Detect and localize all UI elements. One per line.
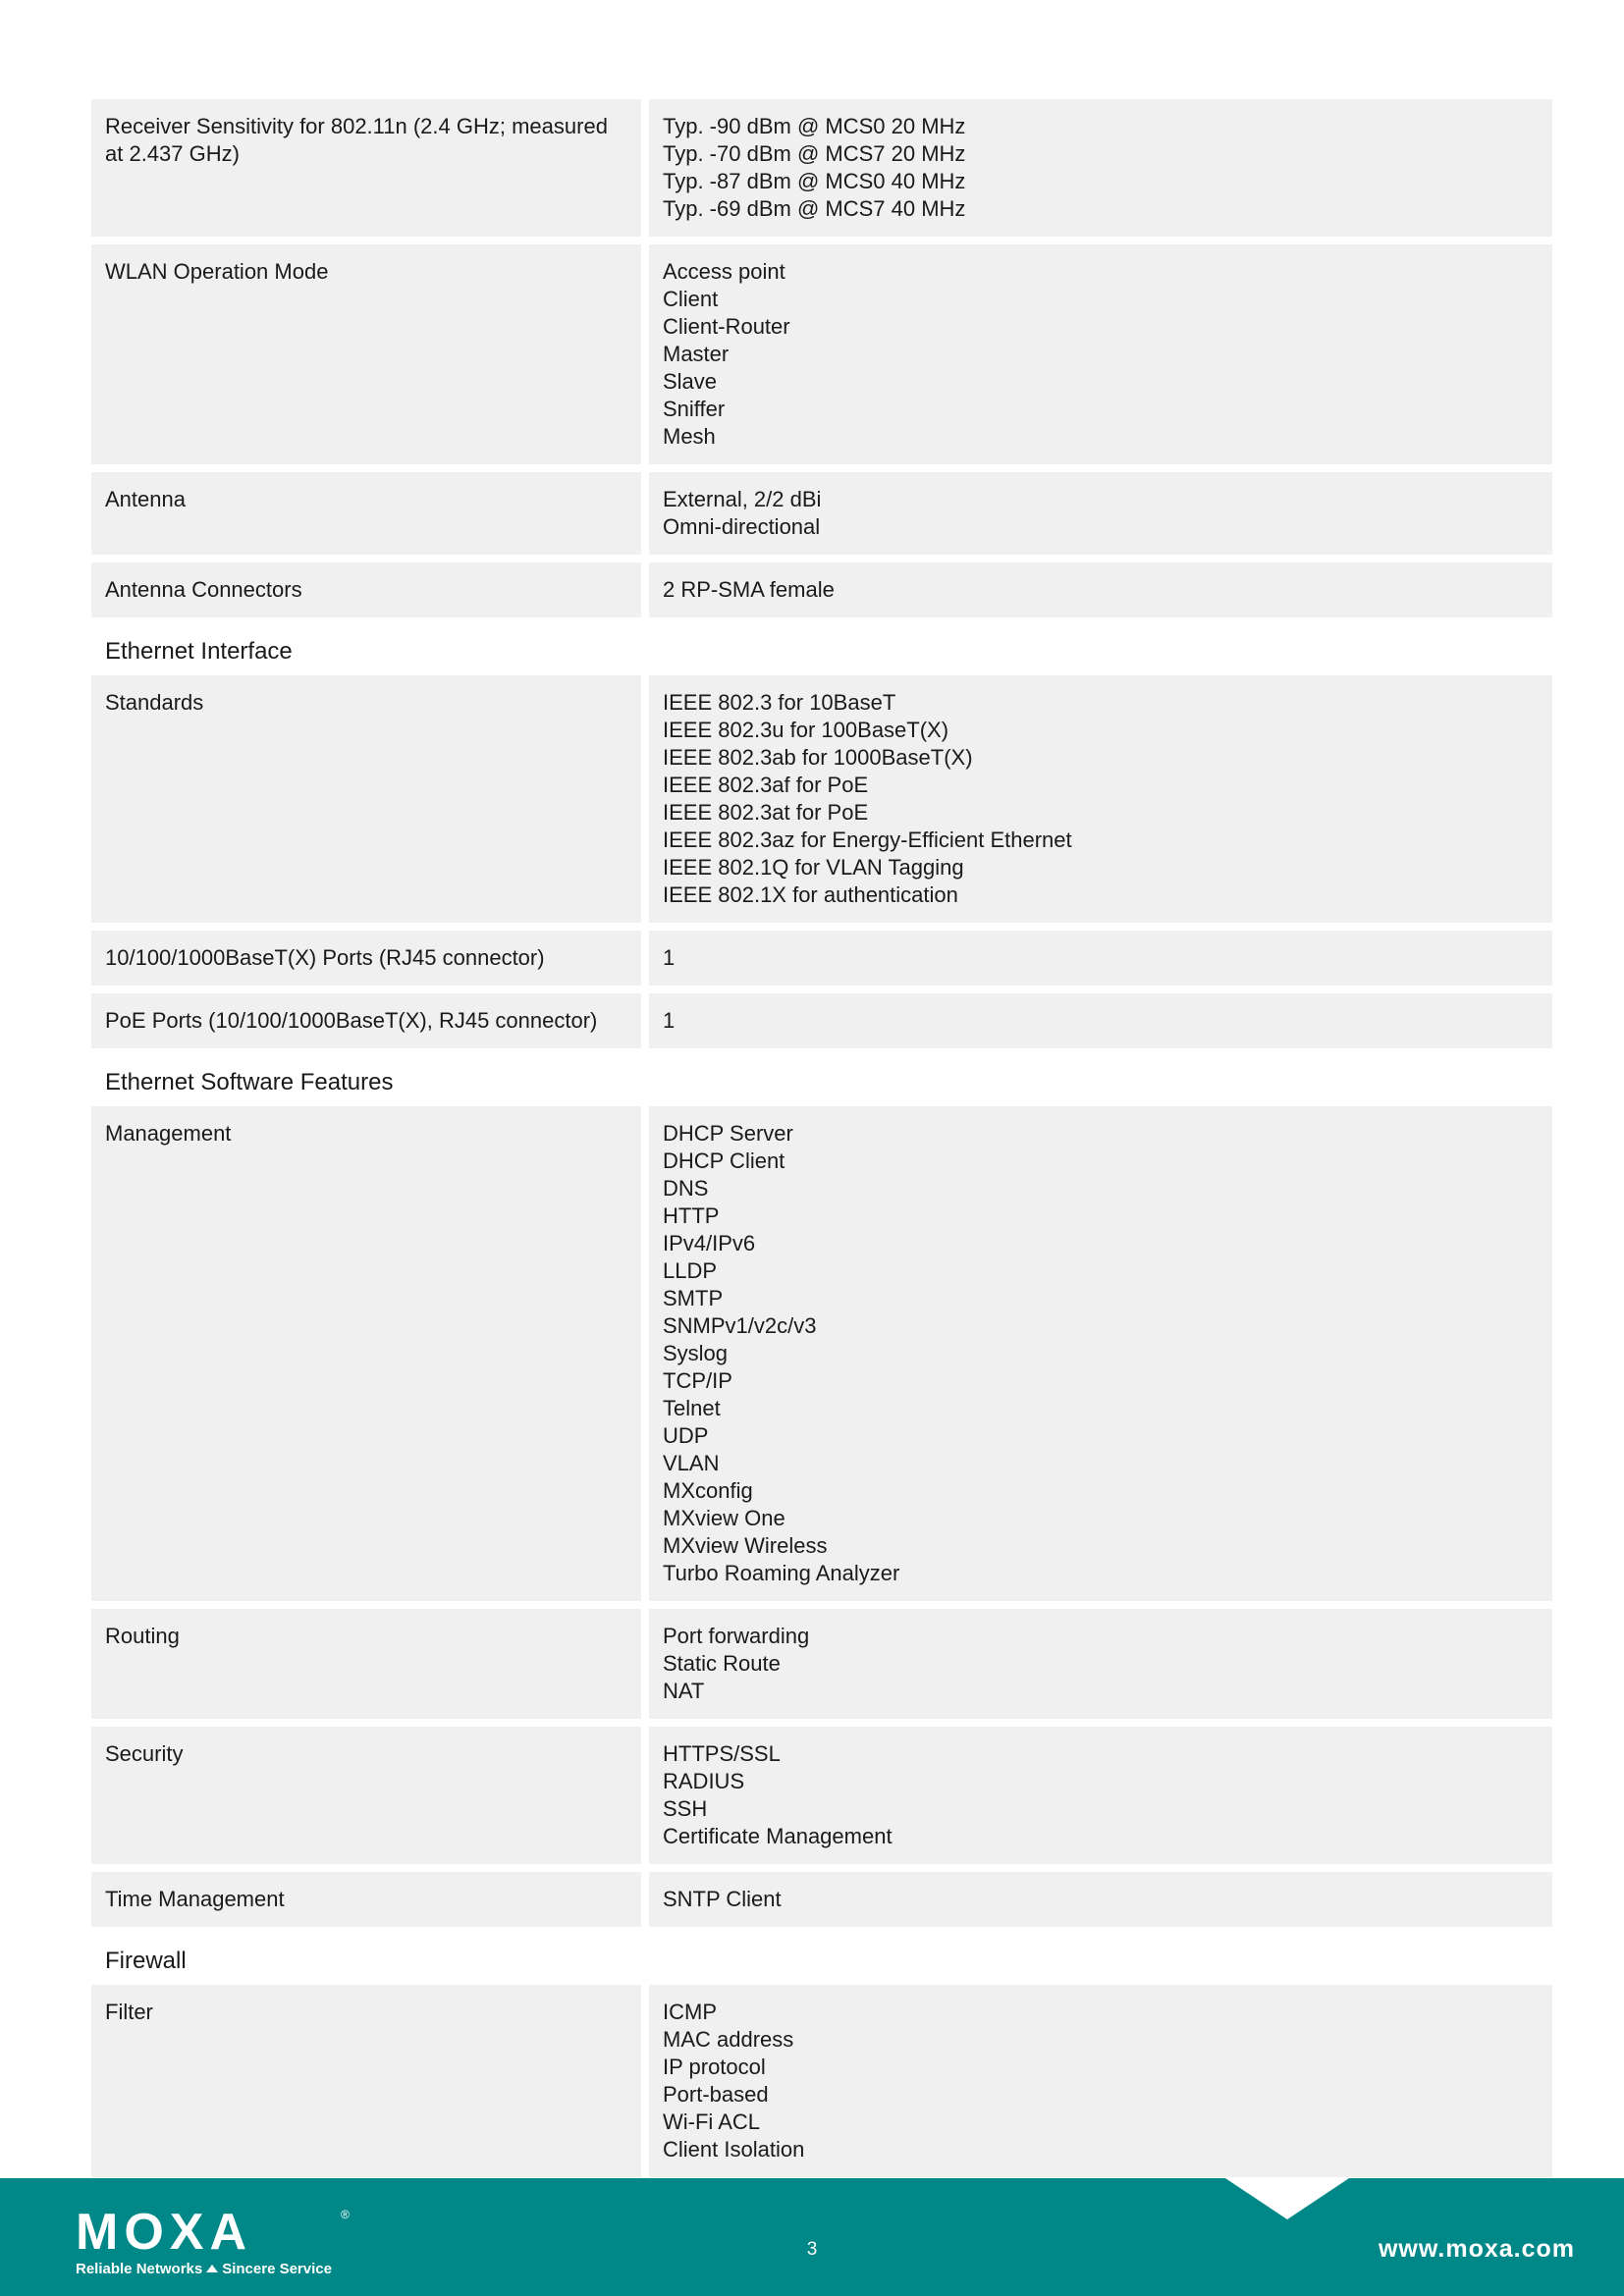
- spec-label: Antenna: [91, 472, 641, 555]
- spec-row: [91, 472, 1552, 555]
- spec-label: Routing: [91, 1609, 641, 1719]
- spec-value-line: Slave: [663, 369, 718, 394]
- tagline-right: Sincere Service: [222, 2261, 332, 2277]
- spec-value-line: SSH: [663, 1796, 708, 1821]
- spec-row: [91, 1872, 1552, 1927]
- spec-value-line: 1: [663, 1008, 676, 1033]
- spec-value-line: Typ. -69 dBm @ MCS7 40 MHz: [663, 196, 966, 221]
- spec-value-line: UDP: [663, 1423, 709, 1448]
- spec-value-line: IEEE 802.1Q for VLAN Tagging: [663, 855, 964, 880]
- spec-value-line: LLDP: [663, 1258, 718, 1283]
- spec-row: [91, 1106, 1552, 1601]
- spec-value: [649, 1609, 1552, 1719]
- spec-value-line: IEEE 802.3af for PoE: [663, 773, 869, 797]
- spec-value-line: Wi-Fi ACL: [663, 2109, 760, 2134]
- spec-value-line: Certificate Management: [663, 1824, 893, 1848]
- spec-label: Receiver Sensitivity for 802.11n (2.4 GHz; measured at 2.437 GHz): [91, 99, 641, 237]
- spec-row: [91, 1609, 1552, 1719]
- spec-label: Management: [91, 1106, 641, 1601]
- spec-value-line: MXconfig: [663, 1478, 753, 1503]
- spec-value-line: IEEE 802.3az for Energy-Efficient Ethernet: [663, 828, 1072, 852]
- spec-value-line: Client-Router: [663, 314, 790, 339]
- spec-value-line: Access point: [663, 259, 785, 284]
- spec-value-line: SNTP Client: [663, 1887, 782, 1911]
- spec-value-line: IEEE 802.3u for 100BaseT(X): [663, 718, 949, 742]
- tagline-left: Reliable Networks: [76, 2261, 203, 2277]
- spec-value-line: Port forwarding: [663, 1624, 810, 1648]
- spec-value-line: IEEE 802.1X for authentication: [663, 882, 958, 907]
- spec-label: 10/100/1000BaseT(X) Ports (RJ45 connector): [91, 931, 641, 986]
- spec-value-line: Typ. -70 dBm @ MCS7 20 MHz: [663, 141, 966, 166]
- logo-tagline: [76, 2261, 332, 2278]
- spec-value-line: DHCP Client: [663, 1148, 785, 1173]
- spec-table: [91, 99, 1552, 2185]
- registered-mark: ®: [341, 2208, 350, 2221]
- spec-value: [649, 562, 1552, 617]
- spec-value-line: Port-based: [663, 2082, 769, 2107]
- spec-value-line: TCP/IP: [663, 1368, 732, 1393]
- website-link[interactable]: www.moxa.com: [1378, 2235, 1575, 2263]
- spec-value-line: DHCP Server: [663, 1121, 793, 1146]
- spec-value-line: MAC address: [663, 2027, 794, 2052]
- spec-row: [91, 244, 1552, 464]
- spec-value-line: HTTPS/SSL: [663, 1741, 781, 1766]
- spec-value-line: Syslog: [663, 1341, 729, 1365]
- spec-value-line: Omni-directional: [663, 514, 821, 539]
- spec-value: [649, 244, 1552, 464]
- spec-value-line: SNMPv1/v2c/v3: [663, 1313, 817, 1338]
- spec-value-line: 2 RP-SMA female: [663, 577, 835, 602]
- spec-value-line: Sniffer: [663, 397, 726, 421]
- spec-label: Standards: [91, 675, 641, 923]
- spec-value-line: VLAN: [663, 1451, 720, 1475]
- section-title: Ethernet Interface: [105, 638, 293, 665]
- spec-label: Filter: [91, 1985, 641, 2177]
- spec-row: [91, 1985, 1552, 2177]
- spec-row: [91, 675, 1552, 923]
- spec-value-line: IEEE 802.3ab for 1000BaseT(X): [663, 745, 973, 770]
- spec-value-line: Telnet: [663, 1396, 721, 1420]
- moxa-logo: [76, 2204, 350, 2278]
- triangle-icon: [206, 2265, 218, 2272]
- spec-row: [91, 993, 1552, 1048]
- spec-value-line: Turbo Roaming Analyzer: [663, 1561, 900, 1585]
- spec-value-line: IEEE 802.3at for PoE: [663, 800, 869, 825]
- spec-value-line: IEEE 802.3 for 10BaseT: [663, 690, 896, 715]
- spec-value: [649, 993, 1552, 1048]
- spec-value-line: Mesh: [663, 424, 716, 449]
- spec-value: [649, 1106, 1552, 1601]
- spec-value: [649, 472, 1552, 555]
- spec-value-line: Client Isolation: [663, 2137, 805, 2162]
- spec-row: [91, 99, 1552, 237]
- spec-value: [649, 1985, 1552, 2177]
- spec-value: [649, 1872, 1552, 1927]
- footer-notch: [1225, 2178, 1349, 2219]
- spec-row: [91, 562, 1552, 617]
- spec-row: [91, 1727, 1552, 1864]
- page-number: 3: [806, 2239, 818, 2260]
- spec-value: [649, 1727, 1552, 1864]
- spec-value-line: MXview One: [663, 1506, 785, 1530]
- spec-value: [649, 931, 1552, 986]
- spec-value-line: SMTP: [663, 1286, 724, 1310]
- spec-value-line: NAT: [663, 1679, 705, 1703]
- spec-value-line: Static Route: [663, 1651, 781, 1676]
- spec-value-line: External, 2/2 dBi: [663, 487, 822, 511]
- spec-label: WLAN Operation Mode: [91, 244, 641, 464]
- spec-value-line: DNS: [663, 1176, 709, 1201]
- spec-value-line: Typ. -87 dBm @ MCS0 40 MHz: [663, 169, 966, 193]
- spec-value-line: Client: [663, 287, 719, 311]
- spec-value: [649, 675, 1552, 923]
- logo-wordmark: MOXA: [76, 2204, 252, 2261]
- spec-value-line: IP protocol: [663, 2055, 766, 2079]
- section-title: Ethernet Software Features: [105, 1069, 394, 1095]
- spec-value-line: RADIUS: [663, 1769, 745, 1793]
- spec-value-line: ICMP: [663, 2000, 717, 2024]
- spec-value-line: MXview Wireless: [663, 1533, 828, 1558]
- spec-label: Antenna Connectors: [91, 562, 641, 617]
- spec-label: Security: [91, 1727, 641, 1864]
- spec-label: Time Management: [91, 1872, 641, 1927]
- section-title: Firewall: [105, 1948, 187, 1974]
- spec-value: [649, 99, 1552, 237]
- spec-value-line: HTTP: [663, 1203, 720, 1228]
- spec-value-line: Master: [663, 342, 730, 366]
- spec-value-line: 1: [663, 945, 676, 970]
- spec-value-line: Typ. -90 dBm @ MCS0 20 MHz: [663, 114, 966, 138]
- page-footer: [0, 2178, 1624, 2296]
- spec-value-line: IPv4/IPv6: [663, 1231, 756, 1255]
- spec-row: [91, 931, 1552, 986]
- spec-label: PoE Ports (10/100/1000BaseT(X), RJ45 connector): [91, 993, 641, 1048]
